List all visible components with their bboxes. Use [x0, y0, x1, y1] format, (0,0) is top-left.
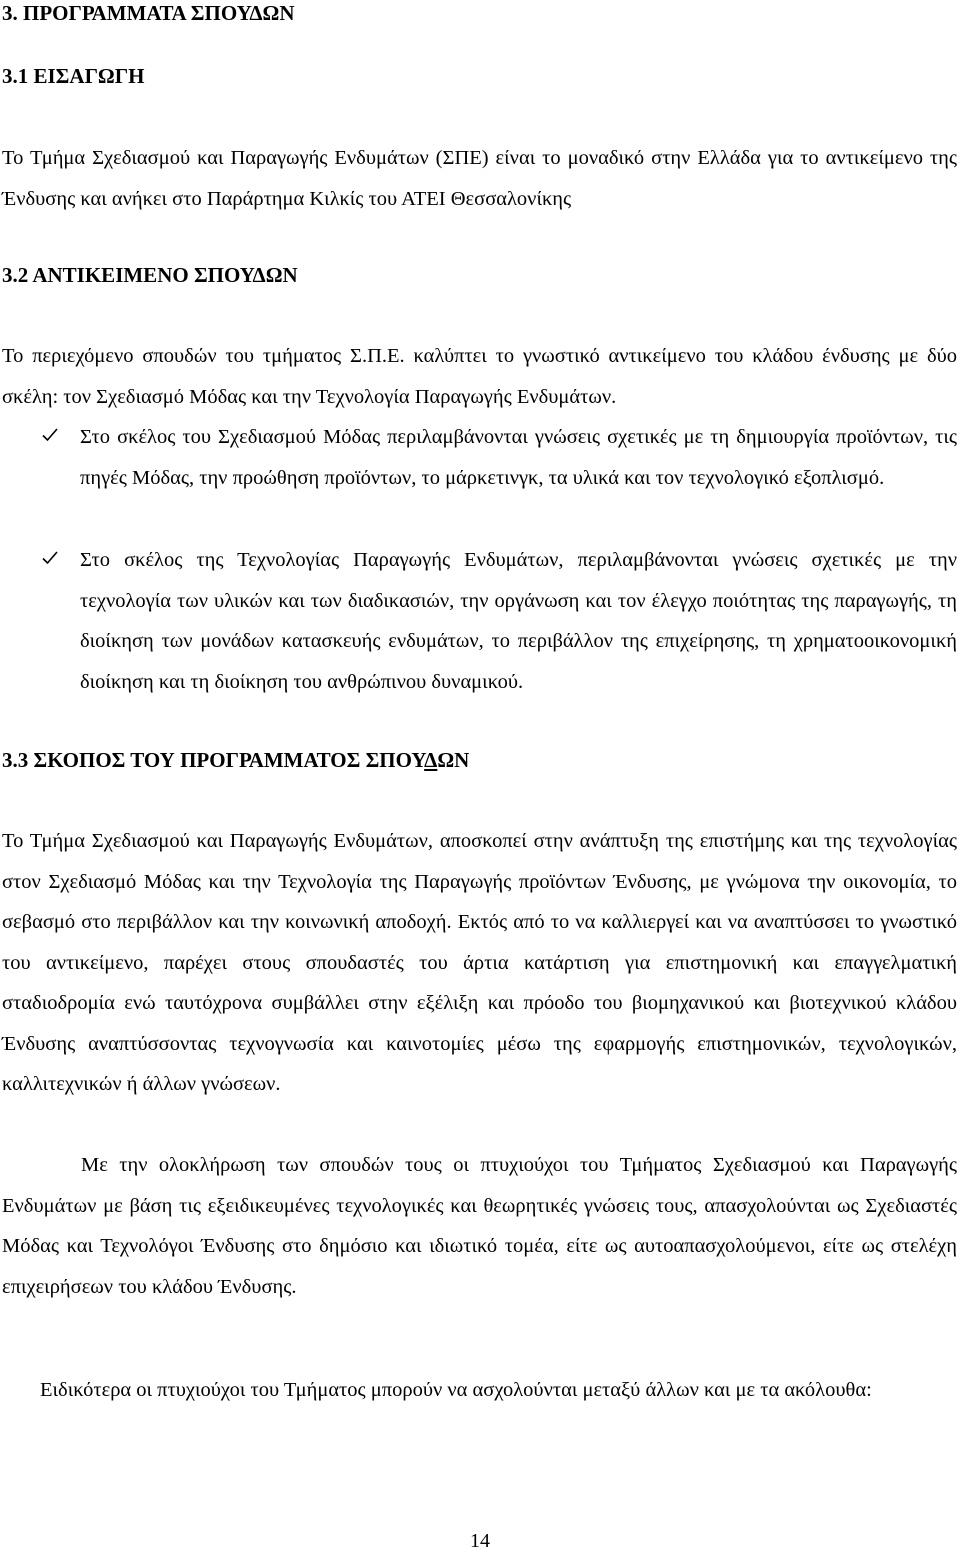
section-heading-3-1: 3.1 ΕΙΣΑΓΩΓΗ [2, 64, 145, 88]
checkmark-icon [42, 550, 58, 566]
section-heading-3-3-suffix: ΩΝ [437, 748, 470, 772]
checkmark-icon [42, 427, 58, 443]
purpose-paragraph: Το Τμήμα Σχεδιασμού και Παραγωγής Ενδυμάτων, αποσκοπεί στην ανάπτυξη της επιστήμης και της τεχνολογίας στον Σχεδιασμό Μόδας και την Τεχνολογία της Παραγωγής προϊόντων Ένδυσης, με γνώμονα την οικονομία, το σεβασμό στο περιβάλλον και την κοινωνική αποδοχή. Εκτός από το να καλλιεργεί και να αναπτύσσει το γνωστικό του αντικείμενο, παρέχει στους σπουδαστές του άρτια κατάρτιση για επιστημονική και επαγγελματική σταδιοδρομία ενώ ταυτόχρονα συμβάλλει στην εξέλιξη και πρόοδο του βιομηχανικού και βιοτεχνικού κλάδου Ένδυσης αναπτύσσοντας τεχνογνωσία και καινοτομίες μέσω της εφαρμογής επιστημονικών, τεχνολογικών, καλλιτεχνικών ή άλλων γνώσεων. [2, 830, 957, 1095]
specifically-paragraph: Ειδικότερα οι πτυχιούχοι του Τμήματος μπορούν να ασχολούνται μεταξύ άλλων και με τα ακόλουθα: [40, 1379, 872, 1401]
chapter-heading: 3. ΠΡΟΓΡΑΜΜΑΤΑ ΣΠΟΥΔΩΝ [2, 1, 295, 25]
section-heading-3-3 [2, 745, 469, 775]
bullet-fashion-design: Στο σκέλος του Σχεδιασμού Μόδας περιλαμβάνονται γνώσεις σχετικές με τη δημιουργία προϊόντων, τις πηγές Μόδας, την προώθηση προϊόντων, το μάρκετινγκ, τα υλικά και τον τεχνολογικό εξοπλισμό. [80, 426, 957, 489]
graduates-paragraph: Με την ολοκλήρωση των σπουδών τους οι πτυχιούχοι του Τμήματος Σχεδιασμού και Παραγωγής Ενδυμάτων με βάση τις εξειδικευμένες τεχνολογικές και θεωρητικές γνώσεις τους, απασχολούνται ως Σχεδιαστές Μόδας και Τεχνολόγοι Ένδυσης στο δημόσιο και ιδιωτικό τομέα, είτε ως αυτοαπασχολούμενοι, είτε ως στελέχη επιχειρήσεων του κλάδου Ένδυσης. [2, 1154, 957, 1298]
intro-paragraph: Το Τμήμα Σχεδιασμού και Παραγωγής Ενδυμάτων (ΣΠΕ) είναι το μοναδικό στην Ελλάδα για το αντικείμενο της Ένδυσης και ανήκει στο Παράρτημα Κιλκίς του ΑΤΕΙ Θεσσαλονίκης [2, 147, 957, 210]
section-heading-3-2: 3.2 ΑΝΤΙΚΕΙΜΕΝΟ ΣΠΟΥΔΩΝ [2, 263, 298, 287]
page-number: 14 [470, 1530, 490, 1552]
subject-paragraph: Το περιεχόμενο σπουδών του τμήματος Σ.Π.Ε. καλύπτει το γνωστικό αντικείμενο του κλάδου ένδυσης με δύο σκέλη: τον Σχεδιασμό Μόδας και την Τεχνολογία Παραγωγής Ενδυμάτων. [2, 345, 957, 408]
bullet-production-technology: Στο σκέλος της Τεχνολογίας Παραγωγής Ενδυμάτων, περιλαμβάνονται γνώσεις σχετικές με την τεχνολογία των υλικών και των διαδικασιών, την οργάνωση και τον έλεγχο ποιότητας της παραγωγής, τη διοίκηση των μονάδων κατασκευής ενδυμάτων, το περιβάλλον της επιχείρησης, τη χρηματοοικονομική διοίκηση και τη διοίκηση του ανθρώπινου δυναμικού. [80, 549, 957, 693]
section-heading-3-3-prefix: 3.3 ΣΚΟΠΟΣ ΤΟΥ ΠΡΟΓΡΑΜΜΑΤΟΣ ΣΠΟΥ [2, 748, 425, 772]
section-heading-3-3-underlined: Δ [424, 748, 438, 772]
